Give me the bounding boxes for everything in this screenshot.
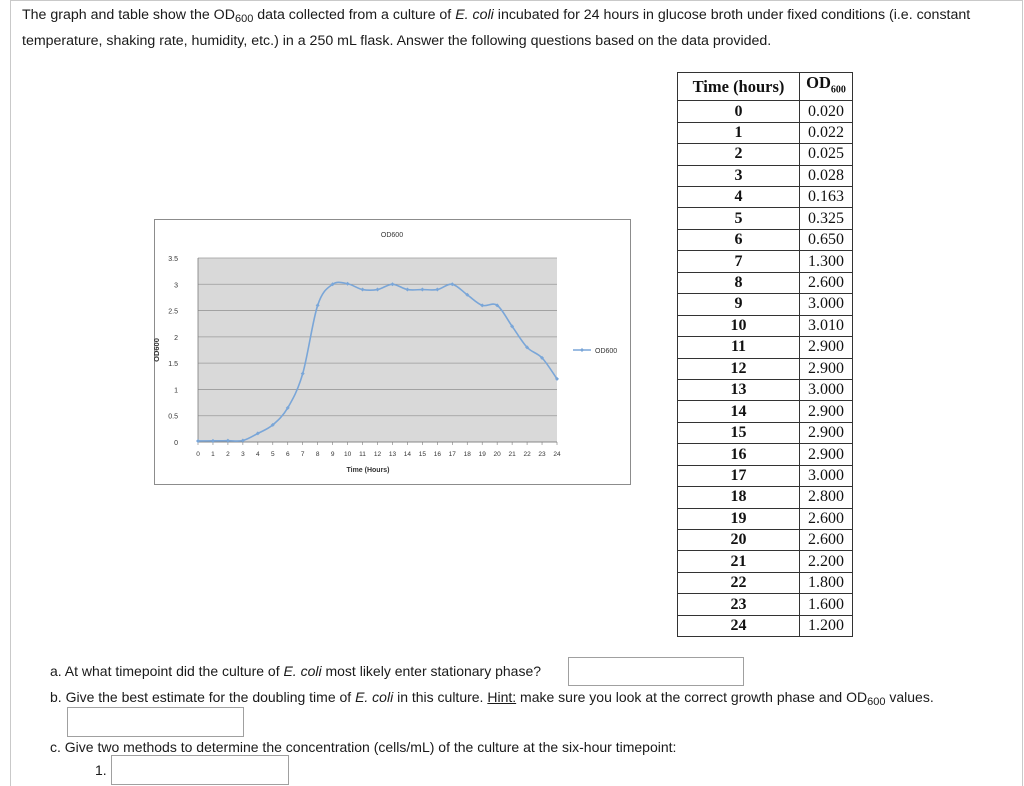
answer-c1-input[interactable] (111, 755, 289, 785)
time-cell: 15 (678, 422, 800, 443)
table-row (678, 101, 853, 122)
table-row (678, 358, 853, 379)
od-cell: 2.900 (800, 444, 853, 465)
answer-b-input[interactable] (67, 707, 244, 737)
header-od-subscript: 600 (830, 84, 846, 96)
table-row (678, 401, 853, 422)
time-cell: 17 (678, 465, 800, 486)
time-cell: 6 (678, 229, 800, 250)
od600-data-table (677, 72, 853, 637)
table-row (678, 444, 853, 465)
table-row (678, 572, 853, 593)
table-row (678, 144, 853, 165)
legend-marker (580, 348, 584, 352)
od-cell: 2.800 (800, 487, 853, 508)
od-cell: 0.650 (800, 229, 853, 250)
table-row (678, 594, 853, 615)
od-cell: 2.900 (800, 401, 853, 422)
question-b-hint: Hint: (487, 689, 517, 705)
time-cell: 2 (678, 144, 800, 165)
x-tick-label: 10 (343, 451, 352, 458)
plot-area (198, 258, 557, 442)
chart-canvas (152, 220, 630, 484)
intro-text-2: data collected from a culture of (253, 7, 456, 23)
x-tick-label: 12 (373, 451, 382, 458)
od-cell: 2.600 (800, 508, 853, 529)
time-cell: 22 (678, 572, 800, 593)
od-cell: 2.900 (800, 422, 853, 443)
table-row (678, 465, 853, 486)
answer-a-input[interactable] (568, 657, 744, 686)
table-row (678, 272, 853, 293)
x-tick-label: 19 (478, 451, 486, 458)
question-b-text-1: b. Give the best estimate for the doubling time of (50, 689, 356, 705)
header-od-label: OD (806, 73, 831, 92)
time-cell: 8 (678, 272, 800, 293)
y-tick-label: 3.5 (168, 256, 178, 263)
time-cell: 0 (678, 101, 800, 122)
od-cell: 2.200 (800, 551, 853, 572)
x-tick-label: 15 (418, 451, 426, 458)
y-tick-label: 1.5 (168, 361, 178, 369)
x-tick-label: 9 (330, 451, 335, 458)
time-cell: 9 (678, 294, 800, 315)
od-cell: 3.010 (800, 315, 853, 336)
od600-chart (154, 219, 631, 485)
od-cell: 2.900 (800, 337, 853, 358)
question-a-text-1: a. At what timepoint did the culture of (50, 663, 284, 679)
table-row (678, 551, 853, 572)
table-row (678, 487, 853, 508)
time-cell: 11 (678, 337, 800, 358)
x-tick-label: 3 (241, 451, 245, 458)
table-row (678, 187, 853, 208)
od-cell: 1.200 (800, 615, 853, 636)
question-c: c. Give two methods to determine the concentration (cells/mL) of the culture at the six-hour timepoint: (50, 739, 677, 755)
table-row (678, 208, 853, 229)
table-row (678, 337, 853, 358)
od-cell: 2.600 (800, 272, 853, 293)
x-tick-label: 24 (553, 451, 561, 458)
x-tick-label: 0 (196, 451, 200, 458)
time-cell: 20 (678, 530, 800, 551)
x-tick-label: 18 (463, 451, 471, 458)
table-row (678, 615, 853, 636)
x-tick-label: 14 (403, 451, 412, 458)
chart-title: OD600 (380, 232, 404, 239)
x-tick-label: 2 (226, 451, 230, 458)
intro-od-subscript: 600 (234, 13, 254, 25)
od-cell: 0.022 (800, 122, 853, 143)
od-cell: 0.025 (800, 144, 853, 165)
question-a-text-2: most likely enter stationary phase? (321, 663, 542, 679)
table-row (678, 530, 853, 551)
legend-label: OD600 (595, 348, 618, 355)
table-row (678, 165, 853, 186)
od-cell: 1.300 (800, 251, 853, 272)
table-row (678, 294, 853, 315)
x-tick-label: 1 (211, 451, 215, 458)
table-row (678, 315, 853, 336)
intro-organism: E. coli (455, 7, 494, 23)
question-b-text-2: in this culture. (393, 689, 488, 705)
intro-text-3: incubated for 24 hours in glucose broth under fixed conditions (i.e. constant temperature, shaking rate, humidity, etc.) in a 250 mL flask. Answer the following questions based on the data provided. (22, 7, 971, 49)
y-tick-label: 3 (174, 282, 178, 290)
x-tick-label: 16 (433, 451, 441, 458)
od-cell: 1.600 (800, 594, 853, 615)
header-time: Time (hours) (678, 73, 800, 101)
od-cell: 2.900 (800, 358, 853, 379)
question-b-od-subscript: 600 (867, 696, 886, 708)
header-od (800, 73, 853, 101)
y-tick-label: 1 (174, 387, 178, 395)
table-row (678, 422, 853, 443)
y-tick-label: 2.5 (168, 308, 178, 316)
x-tick-label: 22 (523, 451, 531, 458)
time-cell: 21 (678, 551, 800, 572)
x-tick-label: 13 (388, 451, 397, 458)
od-cell: 3.000 (800, 379, 853, 400)
od-cell: 3.000 (800, 294, 853, 315)
question-b-text-3: make sure you look at the correct growth phase and OD (516, 689, 868, 705)
time-cell: 14 (678, 401, 800, 422)
x-tick-label: 6 (285, 451, 290, 458)
time-cell: 23 (678, 594, 800, 615)
x-tick-label: 5 (270, 451, 275, 458)
y-tick-label: 0 (174, 440, 178, 447)
x-tick-label: 8 (315, 451, 320, 458)
x-tick-label: 7 (300, 451, 305, 458)
table-row (678, 379, 853, 400)
y-tick-label: 2 (174, 334, 178, 342)
x-tick-label: 4 (256, 451, 260, 458)
od-cell: 0.163 (800, 187, 853, 208)
question-a (50, 662, 541, 680)
question-b-text-4: values. (885, 689, 934, 705)
time-cell: 18 (678, 487, 800, 508)
od-cell: 2.600 (800, 530, 853, 551)
y-tick-label: 0.5 (168, 413, 178, 421)
time-cell: 4 (678, 187, 800, 208)
question-a-organism: E. coli (283, 663, 322, 679)
intro-paragraph (22, 4, 1012, 52)
time-cell: 7 (678, 251, 800, 272)
time-cell: 24 (678, 615, 800, 636)
table-body (678, 101, 853, 637)
od-cell: 1.800 (800, 572, 853, 593)
od-cell: 0.020 (800, 101, 853, 122)
time-cell: 10 (678, 315, 800, 336)
x-tick-label: 23 (538, 451, 546, 458)
time-cell: 13 (678, 379, 800, 400)
table-row (678, 229, 853, 250)
table-row (678, 122, 853, 143)
time-cell: 1 (678, 122, 800, 143)
x-tick-label: 11 (359, 451, 366, 458)
od-cell: 0.028 (800, 165, 853, 186)
intro-text-1: The graph and table show the OD (22, 7, 235, 23)
question-c-item-1-label: 1. (95, 762, 107, 778)
time-cell: 12 (678, 358, 800, 379)
table-row (678, 508, 853, 529)
x-tick-label: 17 (448, 451, 456, 458)
question-b-organism: E. coli (355, 689, 394, 705)
od-cell: 3.000 (800, 465, 853, 486)
x-tick-label: 21 (508, 451, 516, 458)
time-cell: 5 (678, 208, 800, 229)
time-cell: 19 (678, 508, 800, 529)
od-cell: 0.325 (800, 208, 853, 229)
time-cell: 16 (678, 444, 800, 465)
table-row (678, 251, 853, 272)
y-axis-title: OD600 (152, 338, 161, 362)
x-axis-title: Time (Hours) (346, 467, 390, 474)
x-tick-label: 20 (493, 451, 501, 458)
table-header-row (678, 73, 853, 101)
time-cell: 3 (678, 165, 800, 186)
